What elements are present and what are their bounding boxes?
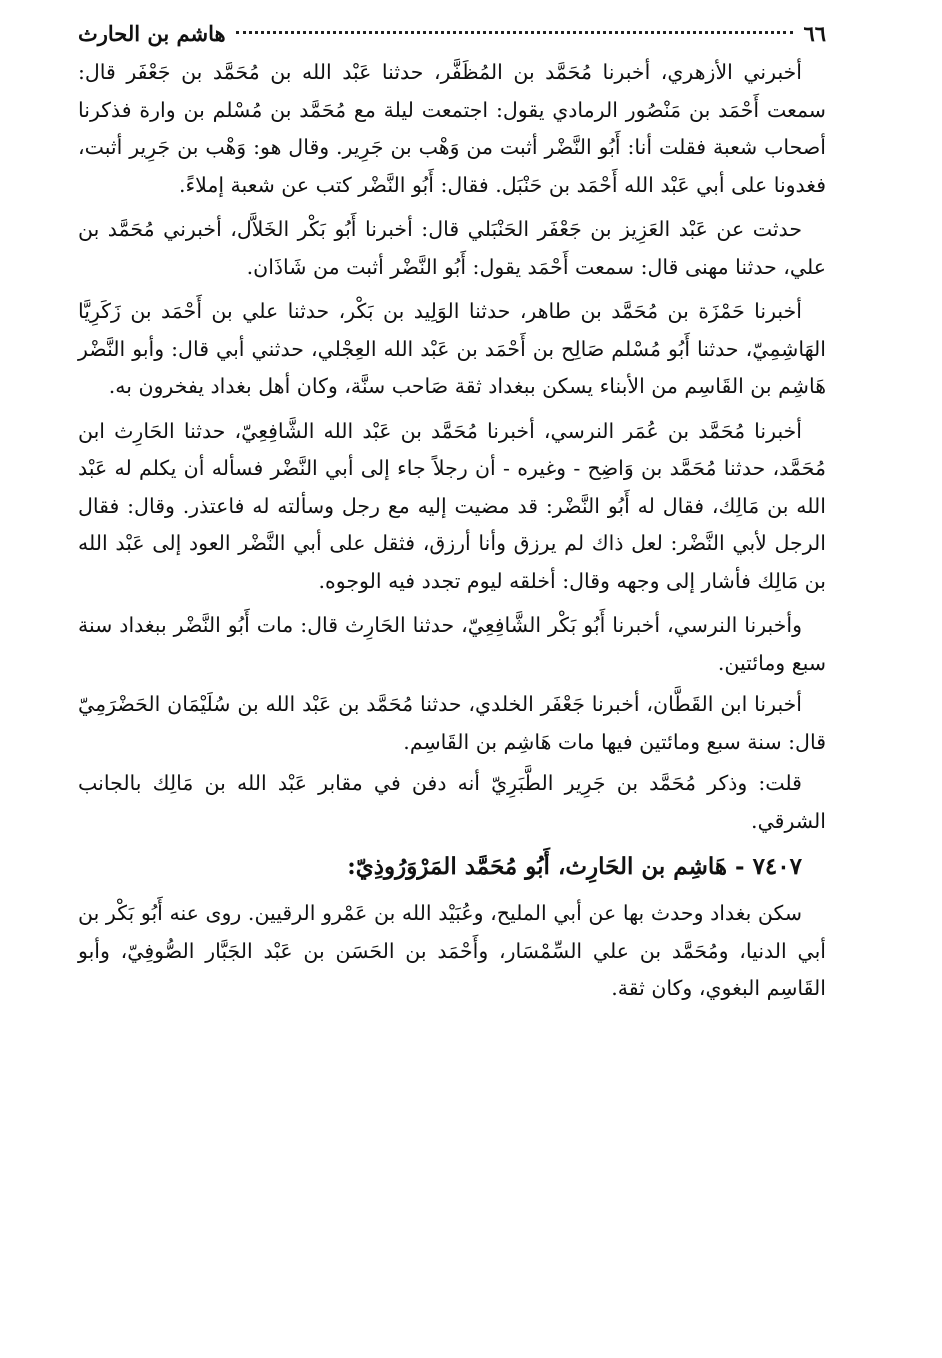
paragraph-narration-2: حدثت عن عَبْد العَزِيز بن جَعْفَر الحَنْبَلي قال: أخبرنا أَبُو بَكْر الخَلاَّل، أخبرني مُحَمَّد بن علي، حدثنا مهنى قال: سمعت أَحْمَد يقول: أَبُو النَّضْر أثبت من شَاذَان. [78,217,826,279]
paragraph-narration-3: أخبرنا حَمْزَة بن مُحَمَّد بن طاهر، حدثنا الوَلِيد بن بَكْر، حدثنا علي بن أَحْمَد بن زَكَرِيَّا الهَاشِمِيّ، حدثنا أَبُو مُسْلم صَالِح بن أَحْمَد بن عَبْد الله العِجْلي، حدثني أبي قال: وأبو النَّضْر هَاشِم بن القَاسِم من الأبناء يسكن ببغداد ثقة صَاحب سنَّة، وكان أهل بغداد يفخرون به. [78,299,826,398]
paragraph-narration-4: أخبرنا مُحَمَّد بن عُمَر النرسي، أخبرنا مُحَمَّد بن عَبْد الله الشَّافِعِيّ، حدثنا الحَارِث ابن مُحَمَّد، حدثنا مُحَمَّد بن وَاضِح - وغيره - أن رجلاً جاء إلى أبي النَّضْر فسأله أن يكلم له عَبْد الله بن مَالِك، فقال له أَبُو النَّضْر: قد مضيت إليه مع رجل وسألته له فاعتذر. وقال: فقال الرجل لأبي النَّضْر: لعل ذاك لم يرزق وأنا أرزق، فثقل على أبي النَّضْر العود إلى عَبْد الله بن مَالِك فأشار إلى وجهه وقال: أخلقه ليوم تجدد فيه الوجوه. [78,418,826,593]
book-page [78,14,826,1015]
running-header [78,14,826,54]
page-number: ٦٦ [803,21,826,46]
entry-heading: ٧٤٠٧ - هَاشِم بن الحَارِث، أَبُو مُحَمَّد المَرْوَرُوذِيّ: [347,853,802,880]
entry-body: سكن بغداد وحدث بها عن أبي المليح، وعُبَيْد الله بن عَمْرو الرقيين. روى عنه أَبُو بَكْر بن أبي الدنيا، ومُحَمَّد بن علي السِّمْسَار، وأَحْمَد بن الحَسَن بن عَبْد الجَبَّار الصُّوفِيّ، وأبو القَاسِم البغوي، وكان ثقة. [78,901,826,1000]
paragraph-narration-6: أخبرنا ابن القَطَّان، أخبرنا جَعْفَر الخلدي، حدثنا مُحَمَّد بن عَبْد الله بن سُلَيْمَان الحَضْرَمِيّ قال: سنة سبع ومائتين فيها مات هَاشِم بن القَاسِم. [78,692,826,754]
dotted-leader [236,31,794,34]
paragraph-narration-1: أخبرني الأزهري، أخبرنا مُحَمَّد بن المُظَفَّر، حدثنا عَبْد الله بن مُحَمَّد بن جَعْفَر قال: سمعت أَحْمَد بن مَنْصُور الرمادي يقول: اجتمعت ليلة مع مُحَمَّد بن مُسْلم بن وارة فذكرنا أصحاب شعبة فقلت أنا: أَبُو النَّضْر أثبت من وَهْب بن جَرِير. وقال هو: وَهْب بن جَرِير أثبت، فغدونا على أبي عَبْد الله أَحْمَد بن حَنْبَل. فقال: أَبُو النَّضْر كتب عن شعبة إملاءً. [78,60,826,197]
paragraph-note: قلت: وذكر مُحَمَّد بن جَرِير الطَّبَرِيّ أنه دفن في مقابر عَبْد الله بن مَالِك بالجانب الشرقي. [78,771,826,833]
running-title: هاشم بن الحارث [78,21,226,46]
paragraph-narration-5: وأخبرنا النرسي، أخبرنا أَبُو بَكْر الشَّافِعِيّ، حدثنا الحَارِث قال: مات أَبُو النَّضْر ببغداد سنة سبع ومائتين. [78,613,826,675]
